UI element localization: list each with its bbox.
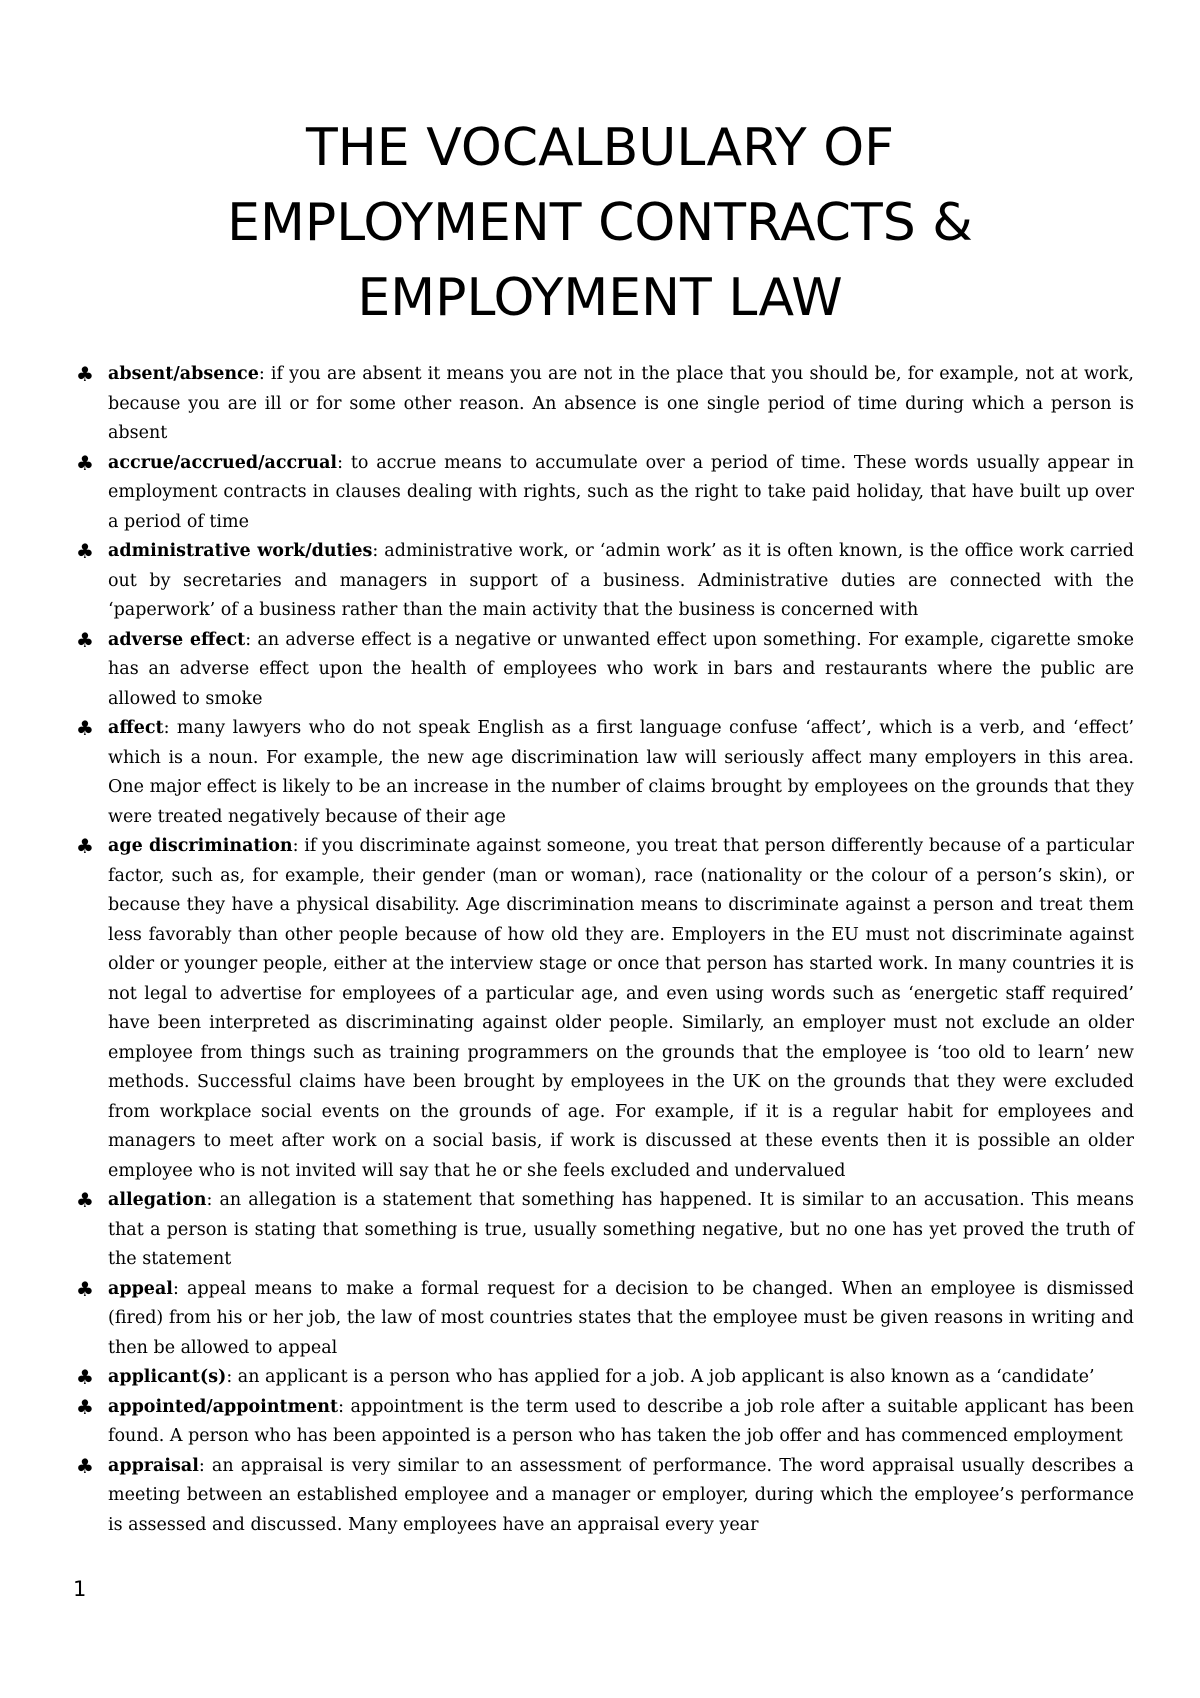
club-bullet-icon: ♣ <box>76 1453 94 1478</box>
glossary-entry-appeal <box>76 1275 1134 1364</box>
glossary-entry-adverse-effect <box>76 626 1134 715</box>
title-line-3: EMPLOYMENT LAW <box>357 267 843 328</box>
glossary-entry-age-discrimination <box>76 832 1134 1186</box>
glossary-definition: : if you are absent it means you are not in the place that you should be, for example, not at work, because you are ill or for some other reason. An absence is one single period of time during which a person is absent <box>108 364 1134 443</box>
glossary-entry-absent <box>76 360 1134 449</box>
glossary-definition: : appeal means to make a formal request for a decision to be changed. When an employee is dismissed (fired) from his or her job, the law of most countries states that the employee must be given reasons in writing and then be allowed to appeal <box>108 1278 1134 1358</box>
glossary-definition: : an applicant is a person who has applied for a job. A job applicant is also known as a ‘candidate’ <box>226 1367 1095 1387</box>
title-line-1: THE VOCALBULARY OF <box>305 117 895 178</box>
glossary-term: affect <box>108 718 164 738</box>
club-bullet-icon: ♣ <box>76 362 94 386</box>
glossary-term: adverse effect <box>108 629 246 650</box>
club-bullet-icon: ♣ <box>76 627 94 652</box>
club-bullet-icon: ♣ <box>76 834 94 858</box>
glossary-definition: : an appraisal is very similar to an assessment of performance. The word appraisal usually describes a meeting between an established employee and a manager or employer, during which the employee’s performance is assessed and discussed. Many employees have an appraisal every year <box>108 1455 1134 1535</box>
club-bullet-icon: ♣ <box>76 1276 94 1301</box>
glossary-entry-allegation <box>76 1186 1134 1275</box>
glossary-term: appeal <box>108 1278 173 1299</box>
document-title <box>100 111 1100 336</box>
glossary-entry-applicant <box>76 1363 1134 1393</box>
glossary-term: absent/absence <box>108 364 259 384</box>
club-bullet-icon: ♣ <box>76 539 94 563</box>
glossary-entry-appraisal <box>76 1452 1134 1541</box>
glossary-entry-appointment <box>76 1393 1134 1452</box>
title-line-2: EMPLOYMENT CONTRACTS & <box>227 192 973 253</box>
glossary-entry-accrue <box>76 449 1134 538</box>
glossary-definition: : if you discriminate against someone, you treat that person differently because of a particular factor, such as, for example, their gender (man or woman), race (nationality or the colour of a person’s skin), or because they have a physical disability. Age discrimination means to discriminate against a person and treat them less favorably than other people because of how old they are. Employers in the EU must not discriminate against older or younger people, either at the interview stage or once that person has started work. In many countries it is not legal to advertise for employees of a particular age, and even using words such as ‘energetic staff required’ have been interpreted as discriminating against older people. Similarly, an employer must not exclude an older employee from things such as training programmers on the grounds that the employee is ‘too old to learn’ new methods. Successful claims have been brought by employees in the UK on the grounds that they were excluded from workplace social events on the grounds of age. For example, if it is a regular habit for employees and managers to meet after work on a social basis, if work is discussed at these events then it is possible an older employee who is not invited will say that he or she feels excluded and undervalued <box>108 836 1134 1181</box>
club-bullet-icon: ♣ <box>76 1188 94 1212</box>
glossary-entry-administrative-work <box>76 537 1134 626</box>
glossary-term: allegation <box>108 1190 207 1210</box>
glossary-term: appraisal <box>108 1455 199 1476</box>
glossary-term: administrative work/duties <box>108 541 373 561</box>
page-number: 1 <box>73 1577 87 1601</box>
glossary-definition: : an adverse effect is a negative or unwanted effect upon something. For example, cigarette smoke has an adverse effect upon the health of employees who work in bars and restaurants where the public are allowed to smoke <box>108 629 1134 709</box>
glossary-definition: : administrative work, or ‘admin work’ as it is often known, is the office work carried out by secretaries and managers in support of a business. Administrative duties are connected with the ‘paperwork’ of a business rather than the main activity that the business is concerned with <box>108 541 1134 620</box>
glossary-definition: : an allegation is a statement that something has happened. It is similar to an accusation. This means that a person is stating that something is true, usually something negative, but no one has yet proved the truth of the statement <box>108 1190 1134 1269</box>
glossary-list <box>76 360 1134 1540</box>
glossary-term: accrue/accrued/accrual <box>108 452 338 473</box>
club-bullet-icon: ♣ <box>76 450 94 475</box>
glossary-definition: : to accrue means to accumulate over a period of time. These words usually appear in employment contracts in clauses dealing with rights, such as the right to take paid holiday, that have built up over a period of time <box>108 452 1134 532</box>
glossary-term: age discrimination <box>108 836 293 856</box>
club-bullet-icon: ♣ <box>76 1394 94 1419</box>
glossary-definition: : appointment is the term used to describe a job role after a suitable applicant has been found. A person who has been appointed is a person who has taken the job offer and has commenced employment <box>108 1396 1134 1446</box>
glossary-term: applicant(s) <box>108 1367 227 1387</box>
club-bullet-icon: ♣ <box>76 716 94 740</box>
glossary-definition: : many lawyers who do not speak English as a first language confuse ‘affect’, which is a verb, and ‘effect’ which is a noun. For example, the new age discrimination law will seriously affect many employers in this area. One major effect is likely to be an increase in the number of claims brought by employees on the grounds that they were treated negatively because of their age <box>108 718 1134 827</box>
club-bullet-icon: ♣ <box>76 1365 94 1389</box>
glossary-term: appointed/appointment <box>108 1396 339 1417</box>
glossary-entry-affect <box>76 714 1134 832</box>
